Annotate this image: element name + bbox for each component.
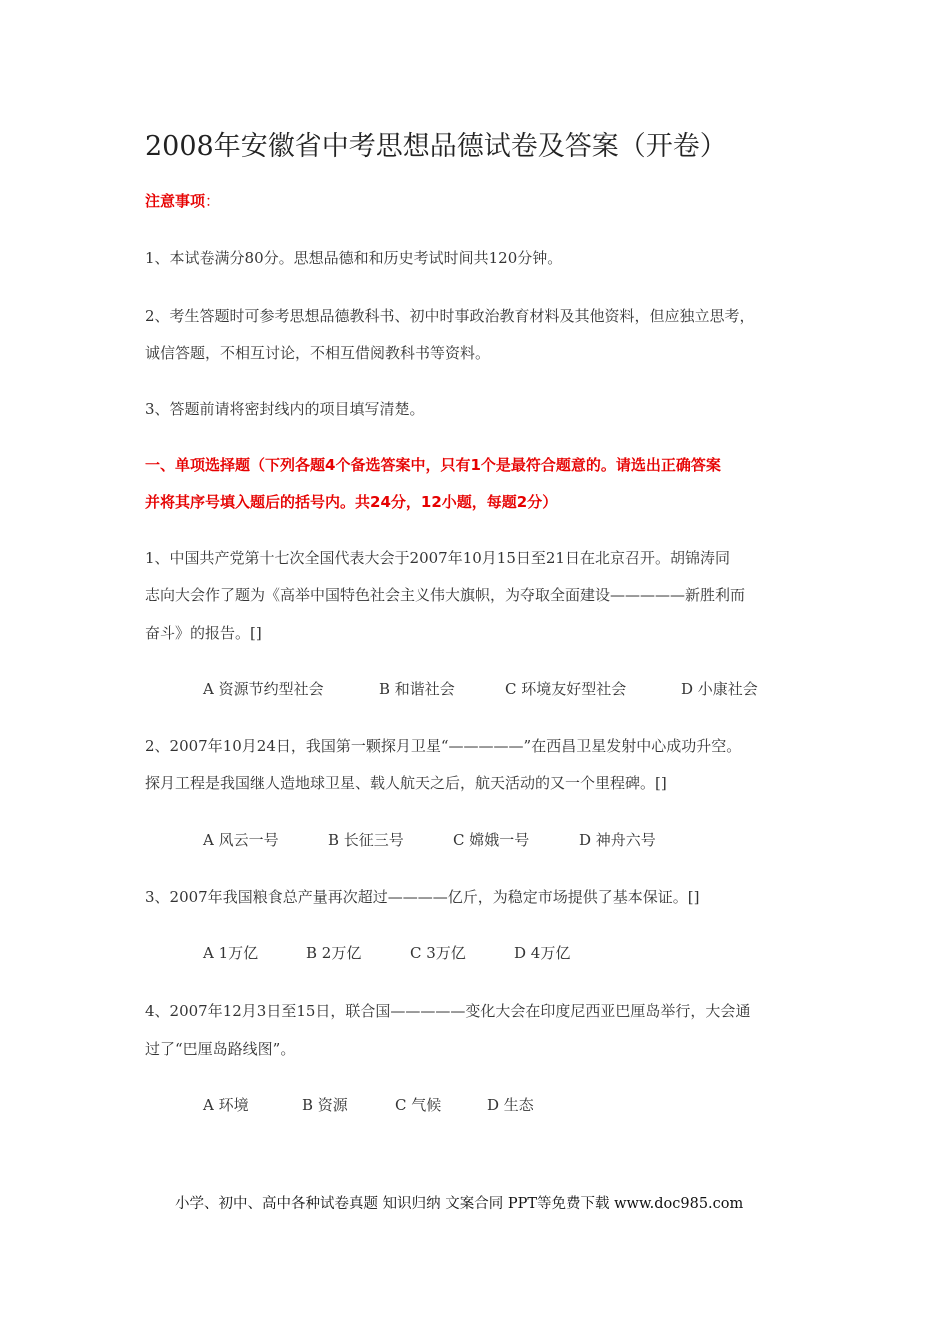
question-3-option-c: C 3万亿 [410,944,466,962]
question-1-line-1: 1、中国共产党第十七次全国代表大会于2007年10月15日至21日在北京召开。胡锦涛同 [145,549,730,567]
question-3-option-a: A 1万亿 [203,944,259,962]
question-2-options [203,829,656,850]
note-3: 3、答题前请将密封线内的项目填写清楚。 [145,400,425,418]
question-2-option-a: A 风云一号 [203,831,279,849]
question-2-line-2: 探月工程是我国继人造地球卫星、载人航天之后，航天活动的又一个里程碑。[] [145,774,667,792]
question-4-line-2: 过了“巴厘岛路线图”。 [145,1040,296,1058]
question-3-option-d: D 4万亿 [514,944,571,962]
note-2-line-2: 诚信答题，不相互讨论，不相互借阅教科书等资料。 [145,344,491,362]
notice-heading [145,190,220,211]
note-1: 1、本试卷满分80分。思想品德和和历史考试时间共120分钟。 [145,249,563,267]
question-3-line-1: 3、2007年我国粮食总产量再次超过————亿斤，为稳定市场提供了基本保证。[] [145,888,700,906]
question-1-option-a: A 资源节约型社会 [203,680,324,698]
question-2-option-c: C 嫦娥一号 [453,831,530,849]
question-4-option-d: D 生态 [487,1096,534,1114]
question-1-line-2: 志向大会作了题为《高举中国特色社会主义伟大旗帜，为夺取全面建设—————新胜利而 [145,586,746,604]
note-2-line-1: 2、考生答题时可参考思想品德教科书、初中时事政治教育材料及其他资料，但应独立思考， [145,307,755,325]
question-3-options [203,942,570,963]
question-2-option-d: D 神舟六号 [579,831,656,849]
question-1-options [203,678,758,699]
question-1-line-3: 奋斗》的报告。[] [145,624,262,642]
question-4-line-1: 4、2007年12月3日至15日，联合国—————变化大会在印度尼西亚巴厘岛举行，大会通 [145,1002,751,1020]
question-4-option-c: C 气候 [395,1096,442,1114]
notice-colon: ： [205,192,221,210]
footer-text: 小学、初中、高中各种试卷真题 知识归纳 文案合同 PPT等免费下载 www.doc985.com [175,1196,744,1212]
question-1-option-c: C 环境友好型社会 [505,680,627,698]
question-4-option-b: B 资源 [302,1096,348,1114]
section-1-heading-line-2: 并将其序号填入题后的括号内。共24分，12小题，每题2分） [145,493,558,511]
notice-label: 注意事项 [145,192,206,210]
question-2-option-b: B 长征三号 [328,831,404,849]
question-3-option-b: B 2万亿 [306,944,362,962]
question-4-option-a: A 环境 [203,1096,249,1114]
question-4-options [203,1094,534,1115]
question-1-option-d: D 小康社会 [681,680,758,698]
section-1-heading-line-1: 一、单项选择题（下列各题4个备选答案中，只有1个是最符合题意的。请选出正确答案 [145,456,721,474]
question-2-line-1: 2、2007年10月24日，我国第一颗探月卫星“—————”在西昌卫星发射中心成功升空。 [145,737,742,755]
document-title: 2008年安徽省中考思想品德试卷及答案（开卷） [145,131,727,162]
question-1-option-b: B 和谐社会 [379,680,455,698]
